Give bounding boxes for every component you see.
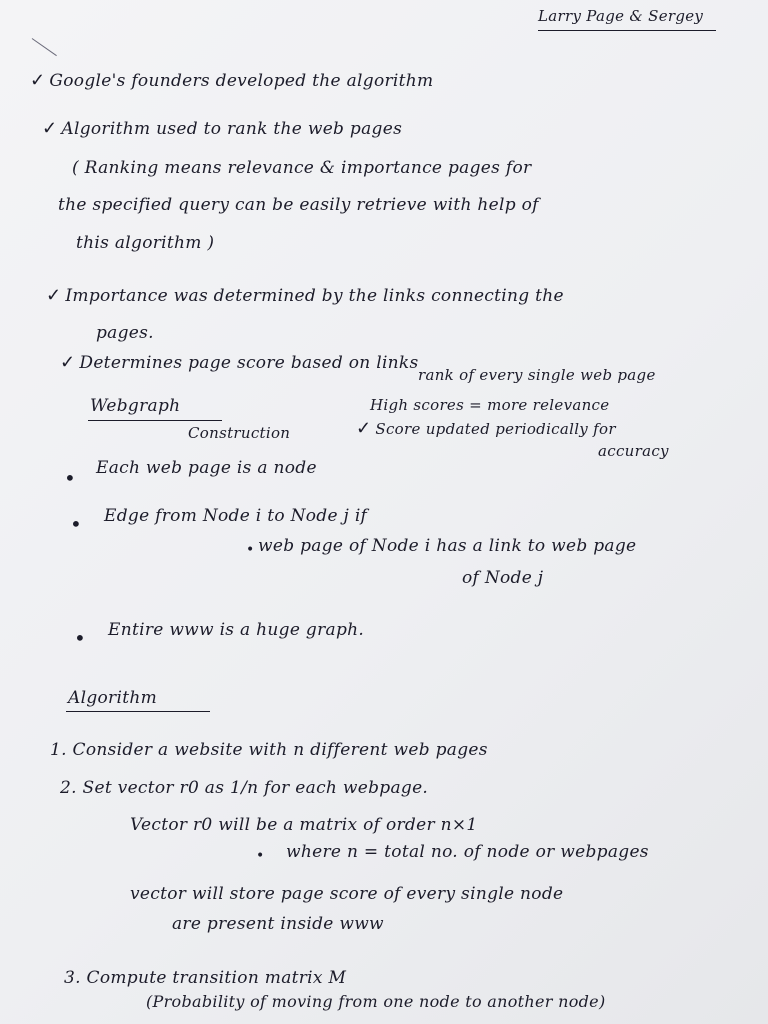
header-underline [538, 30, 716, 31]
checkmark-icon: ✓ [356, 418, 372, 439]
bullet-icon: • [256, 848, 265, 864]
note-line-2: ✓ Algorithm used to rank the web pages [42, 118, 403, 139]
webgraph-heading: Webgraph [90, 396, 181, 416]
note-rank-every-page: rank of every single web page [418, 366, 656, 384]
bullet-icon: • [64, 466, 76, 490]
algorithm-step-2-vector: vector will store page score of every single node [130, 884, 564, 904]
pen-stroke-mark [32, 38, 57, 56]
checkmark-icon: ✓ [60, 352, 76, 373]
note-line-8: ✓ Determines page score based on links [60, 352, 419, 373]
algorithm-underline [66, 711, 210, 712]
webgraph-underline [88, 420, 222, 421]
header-authors: Larry Page & Sergey [538, 7, 704, 25]
algorithm-step-2-www: are present inside www [172, 914, 384, 934]
edge-condition-line-1: web page of Node i has a link to web page [258, 536, 637, 556]
note-line-3: ( Ranking means relevance & importance pages for [72, 158, 532, 178]
algorithm-step-2-where: where n = total no. of node or webpages [286, 842, 649, 862]
note-line-4: the specified query can be easily retrieve with help of [58, 195, 539, 215]
edge-condition-line-2: of Node j [462, 568, 544, 588]
bullet-www-graph: Entire www is a huge graph. [108, 620, 365, 640]
bullet-icon: • [74, 626, 86, 650]
note-line-7: pages. [96, 323, 154, 343]
checkmark-icon: ✓ [30, 70, 46, 91]
algorithm-step-2: 2. Set vector r0 as 1/n for each webpage. [60, 778, 429, 798]
bullet-icon: • [70, 512, 82, 536]
note-high-scores: High scores = more relevance [370, 396, 610, 414]
algorithm-step-3-probability: (Probability of moving from one node to another node) [146, 992, 606, 1011]
algorithm-step-2-matrix: Vector r0 will be a matrix of order n×1 [130, 815, 478, 835]
note-score-updated: ✓ Score updated periodically for [356, 418, 616, 439]
note-line-1: ✓ Google's founders developed the algorithm [30, 70, 434, 91]
bullet-web-page-node: Each web page is a node [96, 458, 317, 478]
checkmark-icon: ✓ [46, 285, 62, 306]
algorithm-step-1: 1. Consider a website with n different web pages [50, 740, 488, 760]
webgraph-construction: Construction [188, 424, 291, 442]
note-accuracy: accuracy [598, 442, 669, 460]
bullet-edge-definition: Edge from Node i to Node j if [104, 506, 368, 526]
note-line-5: this algorithm ) [76, 233, 215, 253]
checkmark-icon: ✓ [42, 118, 58, 139]
algorithm-heading: Algorithm [68, 688, 157, 708]
algorithm-step-3: 3. Compute transition matrix M [64, 968, 347, 988]
note-line-6: ✓ Importance was determined by the links connecting the [46, 285, 564, 306]
bullet-icon: • [246, 542, 255, 558]
